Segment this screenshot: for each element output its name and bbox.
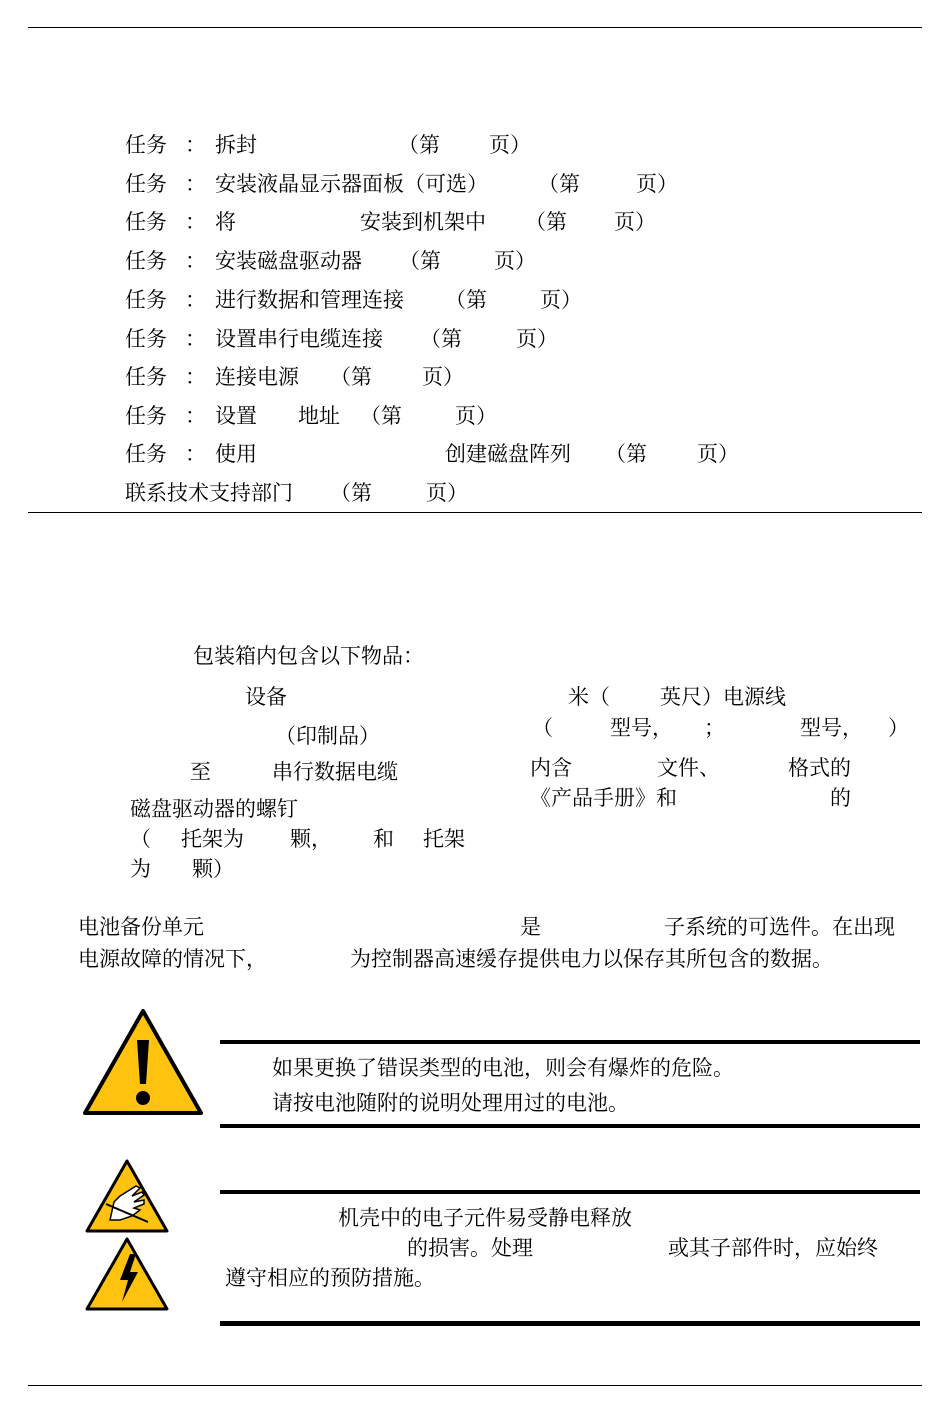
item-cd-d: 《产品手册》和 — [530, 786, 677, 810]
caution-rule-bottom — [220, 1124, 920, 1128]
warning-exclamation-icon — [82, 1008, 204, 1116]
electric-shock-icon — [84, 1236, 170, 1312]
task-text-2: 创建磁盘阵列 — [445, 442, 571, 466]
task-colon: ： — [185, 172, 206, 196]
battery-l2b: 为控制器高速缓存提供电力以保存其所包含的数据。 — [350, 947, 833, 971]
esd-line-2a: 的损害。处理 — [407, 1236, 533, 1260]
item-cd-e: 的 — [830, 786, 851, 810]
item-screws-l2b: 托架为 — [181, 827, 244, 851]
caution-line-2: 请按电池随附的说明处理用过的电池。 — [272, 1091, 629, 1115]
support-page-open: （第 — [330, 481, 372, 505]
task-page-open: （第 — [399, 249, 441, 273]
task-colon: ： — [185, 133, 206, 157]
item-model-e: ） — [888, 716, 909, 740]
caution-line-1: 如果更换了错误类型的电池，则会有爆炸的危险。 — [272, 1056, 734, 1080]
task-text: 安装液晶显示器面板（可选） — [215, 172, 488, 196]
task-page-open: （第 — [398, 133, 440, 157]
task-page-open: （第 — [538, 172, 580, 196]
task-text: 使用 — [215, 442, 257, 466]
task-text: 安装磁盘驱动器 — [215, 249, 362, 273]
item-screws-l2e: 托架 — [423, 827, 465, 851]
item-cd-c: 格式的 — [788, 756, 851, 780]
task-prefix: 任务 — [125, 288, 167, 312]
support-text: 联系技术支持部门 — [125, 481, 293, 505]
section-rule — [28, 512, 922, 513]
item-power-a: 米（ — [568, 685, 610, 709]
task-text: 设置串行电缆连接 — [215, 327, 383, 351]
task-prefix: 任务 — [125, 327, 167, 351]
battery-l2a: 电源故障的情况下， — [78, 947, 267, 971]
item-screws-l2a: （ — [130, 827, 151, 851]
task-prefix: 任务 — [125, 249, 167, 273]
task-colon: ： — [185, 249, 206, 273]
task-page-close: 页） — [614, 210, 656, 234]
item-screws-title: 磁盘驱动器的螺钉 — [130, 797, 298, 821]
task-page-open: （第 — [330, 365, 372, 389]
package-intro: 包装箱内包含以下物品： — [193, 644, 424, 668]
task-page-open: （第 — [420, 327, 462, 351]
battery-l1c: 子系统的可选件。在出现 — [664, 915, 895, 939]
task-page-close: 页） — [540, 288, 582, 312]
task-page-open: （第 — [445, 288, 487, 312]
task-page-open: （第 — [360, 404, 402, 428]
esd-rule-bottom — [220, 1321, 920, 1326]
item-model-a: （ — [532, 716, 553, 740]
item-screws-l2d: 和 — [373, 827, 394, 851]
item-cable-a: 至 — [190, 760, 211, 784]
task-page-open: （第 — [605, 442, 647, 466]
task-colon: ： — [185, 404, 206, 428]
esd-rule-top — [220, 1190, 920, 1194]
task-text: 连接电源 — [215, 365, 299, 389]
item-printed: （印制品） — [275, 724, 380, 748]
task-page-close: 页） — [636, 172, 678, 196]
battery-l1a: 电池备份单元 — [78, 915, 204, 939]
item-screws-l2c: 颗， — [290, 827, 332, 851]
task-text: 进行数据和管理连接 — [215, 288, 404, 312]
item-device: 设备 — [245, 685, 287, 709]
item-screws-l3a: 为 — [130, 857, 151, 881]
top-rule — [28, 27, 922, 28]
task-colon: ： — [185, 210, 206, 234]
battery-l1b: 是 — [520, 915, 541, 939]
item-cd-a: 内含 — [530, 756, 572, 780]
item-cd-b: 文件、 — [657, 756, 720, 780]
task-text-2: 安装到机架中 — [360, 210, 486, 234]
task-page-close: 页） — [422, 365, 464, 389]
task-prefix: 任务 — [125, 133, 167, 157]
esd-line-1: 机壳中的电子元件易受静电释放 — [338, 1206, 632, 1230]
task-text: 设置 — [215, 404, 257, 428]
caution-rule-top — [220, 1040, 920, 1044]
support-page-close: 页） — [426, 481, 468, 505]
bottom-rule — [28, 1385, 922, 1386]
task-page-close: 页） — [489, 133, 531, 157]
esd-hand-icon — [84, 1158, 170, 1234]
task-page-open: （第 — [525, 210, 567, 234]
task-prefix: 任务 — [125, 172, 167, 196]
task-text-2: 地址 — [298, 404, 340, 428]
task-colon: ： — [185, 442, 206, 466]
item-model-d: 型号， — [800, 716, 863, 740]
item-screws-l3b: 颗） — [192, 857, 234, 881]
esd-line-3: 遵守相应的预防措施。 — [225, 1266, 435, 1290]
item-power-b: 英尺）电源线 — [660, 685, 786, 709]
task-text: 拆封 — [215, 133, 257, 157]
item-model-b: 型号， — [610, 716, 673, 740]
task-page-close: 页） — [455, 404, 497, 428]
task-prefix: 任务 — [125, 442, 167, 466]
task-page-close: 页） — [494, 249, 536, 273]
item-model-c: ； — [704, 716, 725, 740]
task-prefix: 任务 — [125, 365, 167, 389]
task-prefix: 任务 — [125, 404, 167, 428]
item-cable-b: 串行数据电缆 — [272, 760, 398, 784]
task-prefix: 任务 — [125, 210, 167, 234]
task-colon: ： — [185, 288, 206, 312]
task-text: 将 — [215, 210, 236, 234]
esd-line-2b: 或其子部件时，应始终 — [668, 1236, 878, 1260]
task-colon: ： — [185, 365, 206, 389]
task-page-close: 页） — [697, 442, 739, 466]
task-colon: ： — [185, 327, 206, 351]
task-page-close: 页） — [516, 327, 558, 351]
